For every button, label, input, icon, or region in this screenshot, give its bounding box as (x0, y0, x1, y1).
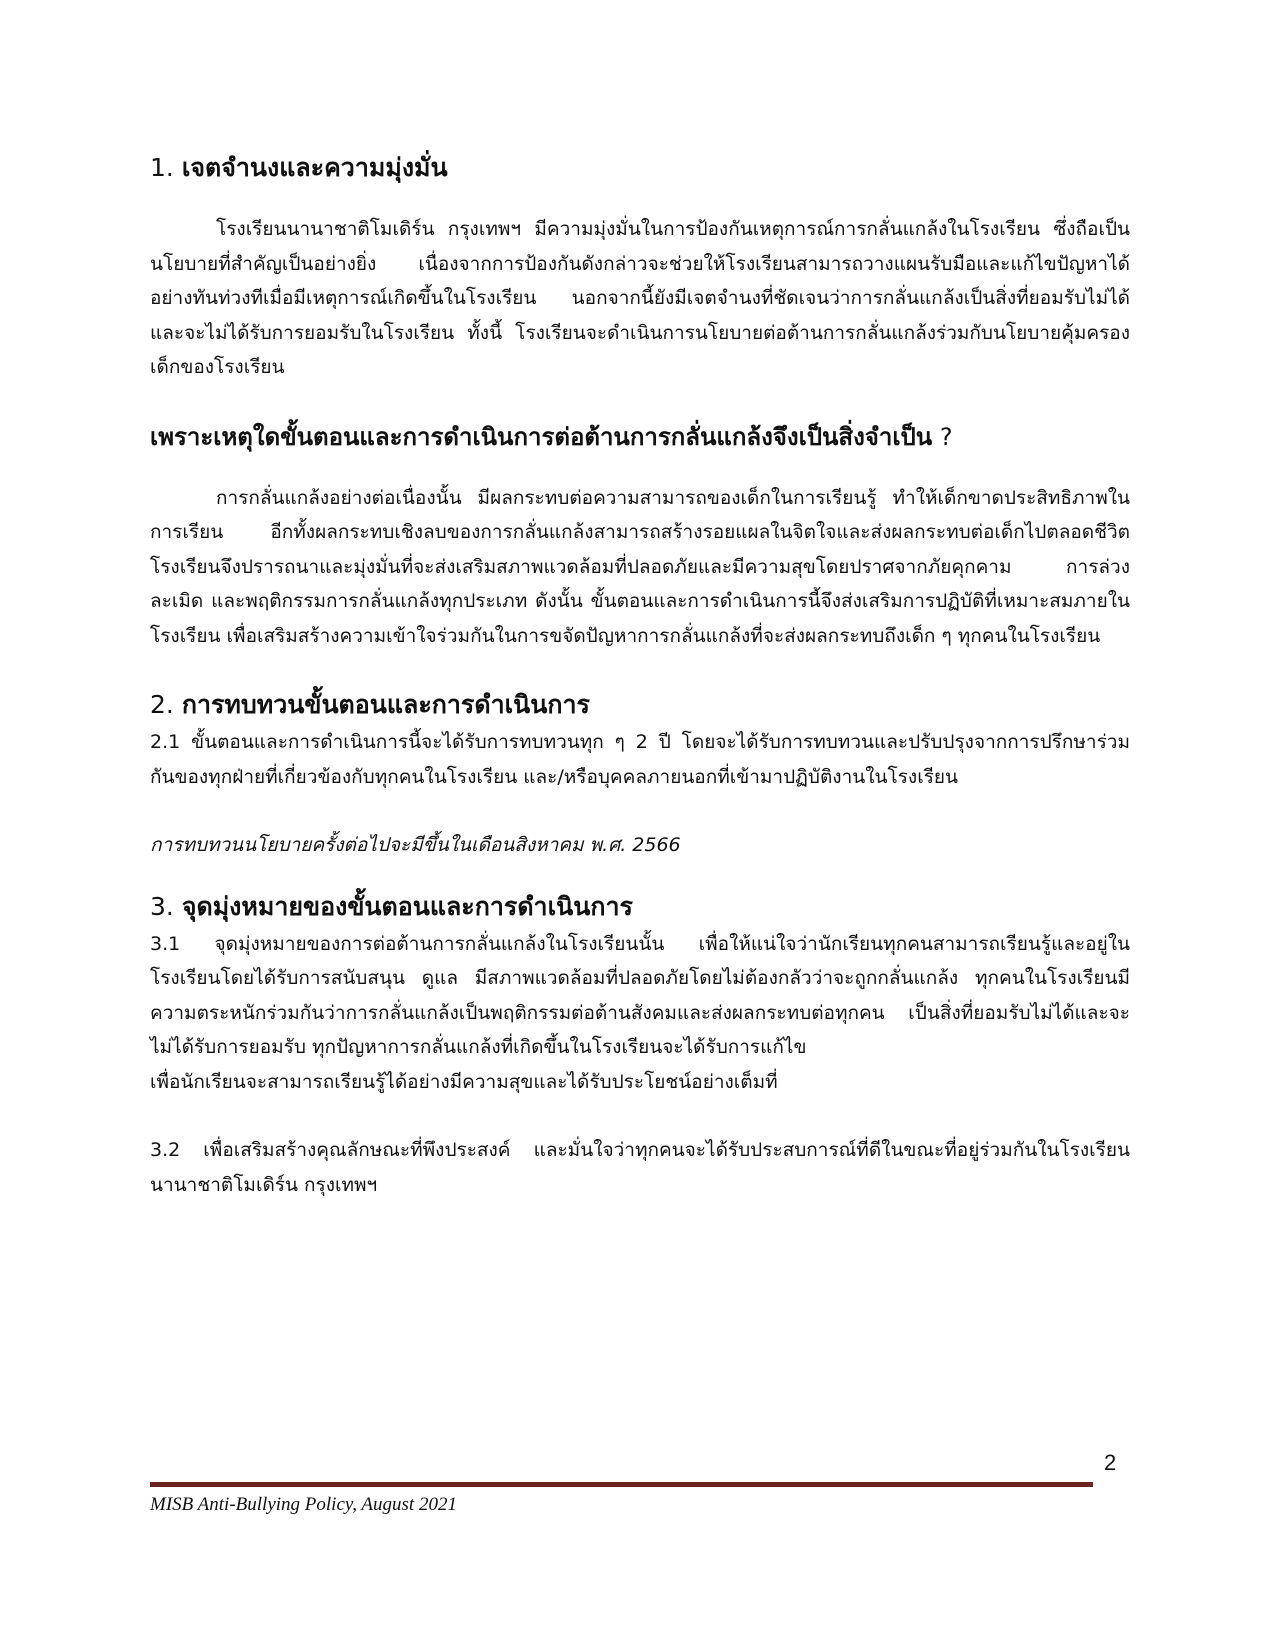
section-2-title: การทบทวนขั้นตอนและการดำเนินการ (181, 690, 590, 719)
page-content (150, 150, 1130, 1202)
page-number: 2 (1104, 1450, 1117, 1475)
section-3-number: 3. (150, 891, 174, 921)
section-1-heading (150, 150, 1130, 186)
section-2-review-note: การทบทวนนโยบายครั้งต่อไปจะมีขึ้นในเดือนสิงหาคม พ.ศ. 2566 (150, 834, 681, 856)
footer-divider (150, 1482, 1093, 1487)
question-mark: ? (939, 422, 953, 451)
section-3-1-last-line: เพื่อนักเรียนจะสามารถเรียนรู้ได้อย่างมีความสุขและได้รับประโยชน์อย่างเต็มที่ (150, 1070, 778, 1093)
section-1-title: เจตจำนงและความมุ่งมั่น (181, 153, 448, 182)
question-heading (150, 419, 1130, 455)
section-3-title: จุดมุ่งหมายของขั้นตอนและการดำเนินการ (181, 891, 633, 921)
section-3-2-paragraph: 3.2 เพื่อเสริมสร้างคุณลักษณะที่พึงประสงค์ และมั่นใจว่าทุกคนจะได้รับประสบการณ์ที่ดีในขณะที่อยู่ร่วมกันในโรงเรียนนานาชาติโมเดิร์น กรุงเทพฯ (150, 1139, 1130, 1196)
section-3-heading (150, 889, 1130, 925)
question-title: เพราะเหตุใดขั้นตอนและการดำเนินการต่อต้านการกลั่นแกล้งจึงเป็นสิ่งจำเป็น (150, 422, 933, 451)
question-paragraph: การกลั่นแกล้งอย่างต่อเนื่องนั้น มีผลกระทบต่อความสามารถของเด็กในการเรียนรู้ ทำให้เด็กขาดประสิทธิภาพในการเรียน อีกทั้งผลกระทบเชิงลบของการกลั่นแกล้งสามารถสร้างรอยแผลในจิตใจและส่งผลกระทบต่อเด็กไปตลอดชีวิต โรงเรียนจึงปรารถนาและมุ่งมั่นที่จะส่งเสริมสภาพแวดล้อมที่ปลอดภัยและมีความสุขโดยปราศจากภัยคุกคาม การล่วงละเมิด และพฤติกรรมการกลั่นแกล้งทุกประเภท ดังนั้น ขั้นตอนและการดำเนินการนี้จึงส่งเสริมการปฏิบัติที่เหมาะสมภายในโรงเรียน เพื่อเสริมสร้างความเข้าใจร่วมกันในการขจัดปัญหาการกลั่นแกล้งที่จะส่งผลกระทบถึงเด็ก ๆ ทุกคนในโรงเรียน (150, 486, 1130, 647)
section-2-1-paragraph: 2.1 ขั้นตอนและการดำเนินการนี้จะได้รับการทบทวนทุก ๆ 2 ปี โดยจะได้รับการทบทวนและปรับปรุงจากการปรึกษาร่วมกันของทุกฝ่ายที่เกี่ยวข้องกับทุกคนในโรงเรียน และ/หรือบุคคลภายนอกที่เข้ามาปฏิบัติงานในโรงเรียน (150, 731, 1130, 788)
section-1-number: 1. (150, 153, 174, 182)
section-3-1-paragraph: 3.1 จุดมุ่งหมายของการต่อต้านการกลั่นแกล้งในโรงเรียนนั้น เพื่อให้แน่ใจว่านักเรียนทุกคนสามารถเรียนรู้และอยู่ในโรงเรียนโดยได้รับการสนับสนุน ดูแล มีสภาพแวดล้อมที่ปลอดภัยโดยไม่ต้องกลัวว่าจะถูกกลั่นแกล้ง ทุกคนในโรงเรียนมีความตระหนักร่วมกันว่าการกลั่นแกล้งเป็นพฤติกรรมต่อต้านสังคมและส่งผลกระทบต่อทุกคน เป็นสิ่งที่ยอมรับไม่ได้และจะไม่ได้รับการยอมรับ ทุกปัญหาการกลั่นแกล้งที่เกิดขึ้นในโรงเรียนจะได้รับการแก้ไข (150, 932, 1130, 1058)
section-1-paragraph: โรงเรียนนานาชาติโมเดิร์น กรุงเทพฯ มีความมุ่งมั่นในการป้องกันเหตุการณ์การกลั่นแกล้งในโรงเรียน ซึ่งถือเป็นนโยบายที่สำคัญเป็นอย่างยิ่ง เนื่องจากการป้องกันดังกล่าวจะช่วยให้โรงเรียนสามารถวางแผนรับมือและแก้ไขปัญหาได้อย่างทันท่วงทีเมื่อมีเหตุการณ์เกิดขึ้นในโรงเรียน นอกจากนี้ยังมีเจตจำนงที่ชัดเจนว่าการกลั่นแกล้งเป็นสิ่งที่ยอมรับไม่ได้ และจะไม่ได้รับการยอมรับในโรงเรียน ทั้งนี้ โรงเรียนจะดำเนินการนโยบายต่อต้านการกลั่นแกล้งร่วมกับนโยบายคุ้มครองเด็กของโรงเรียน (150, 218, 1130, 378)
footer-text: MISB Anti-Bullying Policy, August 2021 (150, 1494, 457, 1515)
section-2-heading (150, 687, 1130, 723)
section-2-number: 2. (150, 690, 174, 719)
